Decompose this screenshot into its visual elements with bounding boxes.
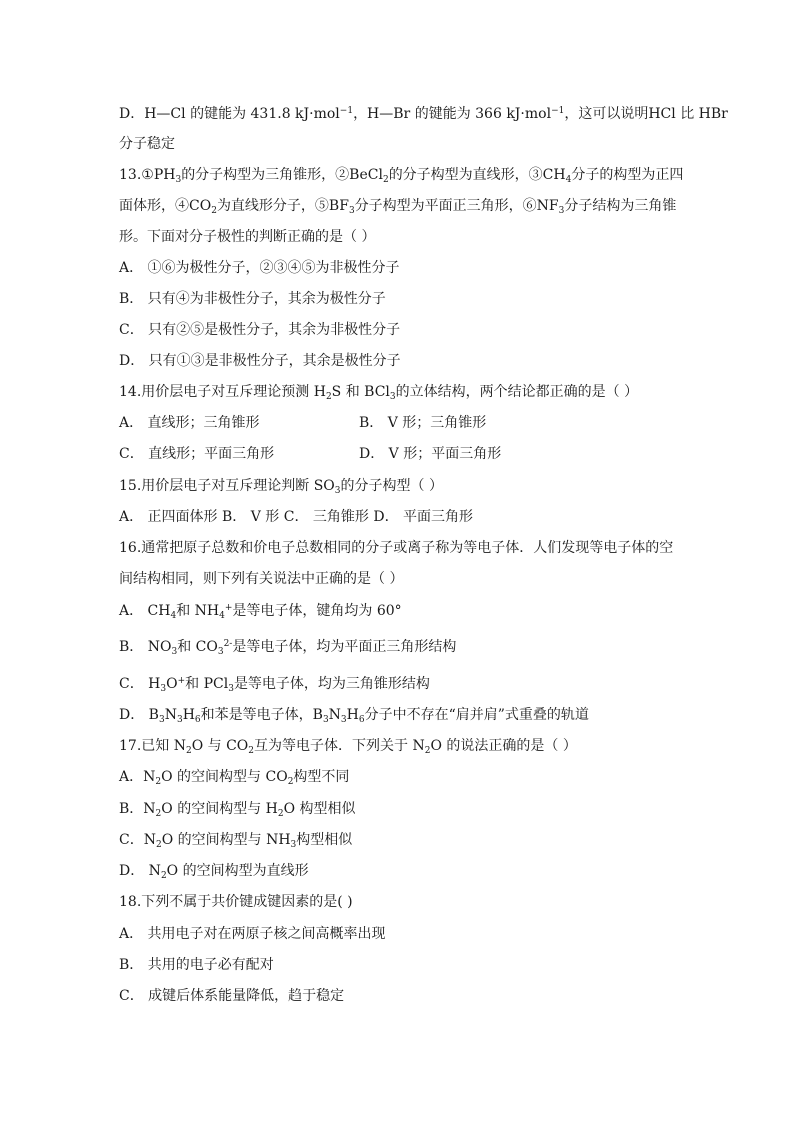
option-12-d: D．H—Cl 的键能为 431.8 kJ·mol$^{-1}$，H—Br 的键能为 366 kJ·mol$^{-1}$，这可以说明HCl 比 HBr <box>119 106 728 122</box>
question-16: 16.通常把原子总数和价电子总数相同的分子或离子称为等电子体．人们发现等电子体的空 <box>119 540 674 556</box>
option-13-c: C． 只有②⑤是极性分子，其余为非极性分子 <box>119 322 401 338</box>
options-15: A． 正四面体形 B． V 形 C． 三角锥形 D． 平面三角形 <box>119 509 474 525</box>
option-13-a: A． ①⑥为极性分子，②③④⑤为非极性分子 <box>119 260 400 276</box>
question-13: $13.①PH_3$的分子构型为三角锥形，②BeCl$_2$的分子构型为直线形，$③CH_4$分子的构型为正四 <box>119 167 684 185</box>
question-15: 15.用价层电子对互斥理论判断 $SO_3$的分子构型（ ） <box>119 478 443 496</box>
option-17-a: A．$N_2O$ 的空间构型与 $CO_2$构型不同 <box>119 769 350 787</box>
option-18-a: A． 共用电子对在两原子核之间高概率出现 <box>119 926 386 942</box>
options-14-cd: C． 直线形；平面三角形 D． V 形；平面三角形 <box>119 446 502 462</box>
question-16-cont: 间结构相同，则下列有关说法中正确的是（ ） <box>119 571 404 587</box>
question-17: 17.已知 $N_2O$ 与 $CO_2$互为等电子体．下列关于 $N_2O$ 的说法正确的是（ ） <box>119 738 577 756</box>
question-18: 18.下列不属于共价键成键因素的是( ) <box>119 894 353 910</box>
question-13-cont: 面体形，$④CO_2$为直线形分子，$⑤BF_3$分子构型为平面正三角形，$⑥NF_3$分子结构为三角锥 <box>119 198 677 216</box>
option-18-c: C． 成键后体系能量降低，趋于稳定 <box>119 988 345 1004</box>
option-17-b: B．$N_2O$ 的空间构型与 $H_2O$ 构型相似 <box>119 801 356 819</box>
question-13-stem: 形。下面对分子极性的判断正确的是（ ） <box>119 229 376 245</box>
option-16-a: A． $CH_4$和 $NH_4^+$是等电子体，键角均为 60° <box>119 603 402 621</box>
option-17-c: C．$N_2O$ 的空间构型与 $NH_3$构型相似 <box>119 832 353 850</box>
option-12-d-cont: 分子稳定 <box>119 136 175 152</box>
option-16-b: B． $NO_3$和 $CO_3^{2-}$是等电子体，均为平面正三角形结构 <box>119 639 457 657</box>
question-14: 14.用价层电子对互斥理论预测 $H_2S$ 和 BCl$_3$的立体结构，两个结论都正确的是（ ） <box>119 384 639 402</box>
option-13-b: B． 只有④为非极性分子，其余为极性分子 <box>119 291 386 307</box>
option-17-d: D． $N_2O$ 的空间构型为直线形 <box>119 863 309 881</box>
option-16-c: C． $H_3O^+$和 PCl$_3$是等电子体，均为三角锥形结构 <box>119 676 430 694</box>
option-13-d: D． 只有①③是非极性分子，其余是极性分子 <box>119 353 401 369</box>
options-14-ab: A． 直线形；三角锥形 B． V 形；三角锥形 <box>119 415 487 431</box>
option-16-d: D． $B_3N_3H_6$和苯是等电子体，$B_3N_3H_6$分子中不存在“肩并肩”式重叠的轨道 <box>119 707 589 725</box>
option-18-b: B． 共用的电子必有配对 <box>119 957 274 973</box>
